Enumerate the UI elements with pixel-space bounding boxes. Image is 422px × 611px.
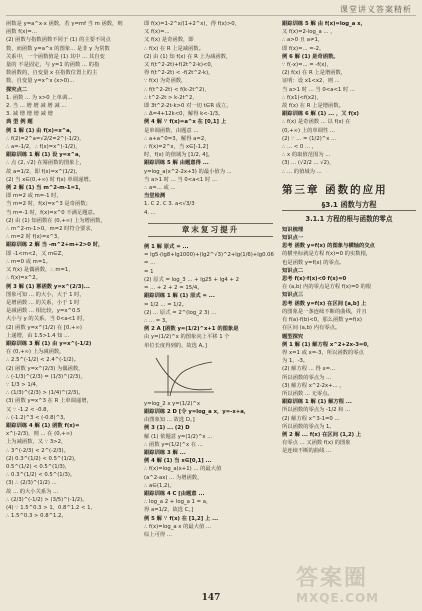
text-line: 所以函数 ... 无零点。: [282, 390, 333, 397]
text-line: 当 m=-1 时，f(x)=x^0 不满足题意。: [6, 209, 99, 216]
text-line: 得 f(t^2-2t) < -f(2t^2-k)，: [144, 70, 214, 77]
text-line: (2) 解方程 ... 得 x=...: [282, 366, 336, 373]
text-line: 2. 当 ... 增 增 减 增 减 ...: [6, 103, 67, 110]
text-line: 当 a>1 时 ... 当 0<a<1 时 ...: [144, 176, 217, 183]
text-line: ∵ f(-x)=... = -f(x)，: [282, 62, 332, 69]
text-line: ∴ 3^(-2/3) < 2^(-2/3)。: [6, 447, 69, 454]
text-line: 跟踪训练 5 解 由 f(x)=log_a x，: [282, 21, 366, 27]
text-line: 跟踪训练 3 解 (1) 由 y=x^(-1/2): [6, 340, 92, 347]
section-heading: §3.1 函数与方程: [282, 200, 416, 211]
text-line: ∴ f(x)=x^2。: [6, 275, 41, 282]
text-line: 1. C 2. C 3. a<√3/3: [144, 201, 195, 208]
text-line: ∴ x 的取值范围为 ...: [282, 152, 331, 159]
graph-exponential-curve: [156, 358, 212, 390]
column-1: [6, 20, 139, 585]
text-line: 当 a>1 时 ... 当 0<a<1 时 ...: [282, 86, 355, 93]
text-line: ∵ 1/3 > 1/4，: [6, 381, 42, 388]
text-line: 是增函数 ... 的关系，小于 1 时: [6, 299, 80, 306]
text-line: ∴ (-1/3)^(2/3) = (1/3)^(2/3)，: [6, 373, 86, 380]
column-2: [144, 20, 277, 585]
text-line: (2) 由 (1) 知函数在 (0,+∞) 上为增函数，: [6, 217, 106, 224]
text-line: ∴ (1/3)^(2/3) > (1/4)^(2/3)。: [6, 390, 84, 397]
text-line: ∴ m=2 时 f(x)=x^3，: [6, 234, 63, 241]
text-line: 例 1 解 (1) 由 f(x)=x^a，: [6, 127, 76, 134]
text-line: 所以函数的零点为 ...: [282, 374, 332, 381]
text-line: 探究点二: [6, 86, 28, 93]
text-line: (2) 函数 y=x^(2/3) 为偶函数，: [6, 365, 84, 372]
text-line: (2) 0.3^(1/2) < 0.5^(1/2)，: [6, 455, 80, 462]
text-line: 数，自变量 y=x^x (x>0)...: [6, 78, 75, 85]
text-line: 例 2 A [函数 y=(1/2)^x+1 的图象是: [144, 326, 239, 333]
column-3: [282, 20, 416, 585]
text-line: ∴ ... < 0 ... ，: [282, 144, 317, 151]
text-line: = 1: [144, 268, 154, 275]
text-line: 在区间 (a,b) 内有零点。: [282, 325, 341, 332]
text-line: 数函数的，自变量 x 在指数位置上的主: [6, 70, 98, 77]
watermark-cn: 答案圈: [296, 566, 369, 591]
text-line: 跟踪训练 1 解 (1) 原式 = ...: [144, 293, 215, 300]
text-line: 题型探究: [282, 333, 304, 340]
text-line: 典 型 例 题: [6, 119, 33, 126]
column-2-after-graph-text: [144, 408, 277, 539]
text-line: ∴ t^2-2t > k-2t^2，: [144, 94, 198, 101]
text-line: 由 y=(1/2)^x 的图象向上平移 1 个: [144, 334, 230, 341]
text-line: ∴ m=0 或 m=1。: [6, 258, 51, 265]
graph-log-curve: [170, 362, 212, 396]
text-line: 是减函数 ... 相比较，y=x^0.5: [6, 308, 81, 315]
text-line: 得 x=1 或 x=-3，所以函数的零点: [282, 349, 364, 356]
text-line: 跟踪训练 1 解 (1) 解方程 ...: [282, 399, 352, 406]
text-line: 是连续不断的曲线 ...: [282, 448, 332, 455]
text-line: 例 3 解 (1) 幂函数 y=x^(2/3)...: [6, 283, 90, 290]
text-line: 为 1，-3。: [282, 358, 309, 365]
text-line: 知识点一: [282, 235, 304, 242]
text-line: ∴ (-1.2)^3 < (-0.8)^3。: [6, 414, 69, 421]
text-line: (4) ∵ 1.5^0.3 > 1，0.8^1.2 < 1，: [6, 504, 96, 511]
text-line: 又 f(x)=2-log_a ... ，: [282, 29, 336, 36]
text-line: 有 f(a)·f(b)<0，那么函数 y=f(x): [282, 317, 362, 324]
text-line: 由图象知 ... 故选 D。]: [144, 417, 195, 424]
text-line: ∵ f(x) 为奇函数，: [144, 78, 187, 85]
text-line: 跟踪训练 5 解 由题意得 ...: [144, 160, 209, 167]
column-3-top-text: [282, 20, 416, 176]
text-line: 图象可知 ... 的大小，大于 1 时，: [6, 291, 85, 298]
text-line: ∴ f(t^2-2t) < f(k-2t^2)，: [144, 86, 210, 93]
subsection-heading: 3.1.1 方程的根与函数的零点: [305, 214, 393, 223]
text-line: 1. 函数 ... 为 x>0 上单调...: [6, 94, 73, 101]
text-line: (3) 解方程 x^2-2x+... ，: [282, 382, 345, 389]
text-line: ∴ a>0 且 a≠1，: [282, 37, 324, 44]
text-line: 函数是 y=a^x·x 函数，若 y=mf 当 m 函数，则: [6, 21, 123, 27]
text-line: 思考 f(x)·f(x)<0 f(x)=0: [282, 276, 347, 283]
text-line: 跟踪训练 1 解 (1) 设 y=x^a，: [6, 152, 84, 159]
text-line: ∴ a=... 或 ...: [144, 185, 176, 192]
text-line: 的图象是一条连续不断的曲线，并且: [282, 308, 367, 315]
text-line: 跟踪训练 4 C [由题意 ...: [144, 490, 205, 497]
text-line: ∴ Δ=4+12k<0，解得 k<-1/3。: [144, 111, 224, 118]
text-line: (3) ... (√2/2 ... √2)，: [282, 160, 335, 167]
text-line: (2) 原式 = log_3 ... + lg25 + lg4 + 2: [144, 276, 239, 283]
text-line: 跟踪训练 6 解 (1) ... ，又 f(x): [282, 111, 359, 118]
page-number: 147: [201, 593, 221, 603]
text-line: 3. 减 增 增 增 减 增: [6, 111, 53, 118]
text-line: (2) 当 x∈(0,+∞) 时 f(x) 单调递增。: [6, 176, 94, 183]
text-line: 时，f(x) 的值域为 [1/2, 4]。: [144, 152, 213, 159]
text-line: ∴ ... = 3。: [144, 317, 171, 324]
text-line: ∴ log_a 2 + log_a 1 = a，: [144, 499, 212, 506]
text-line: (0,+∞) 上的单调性 ...: [282, 127, 335, 134]
text-line: 是单调函数，由题意 ...: [144, 127, 199, 134]
text-line: ∴ (2/3)^(-1/2) > (3/5)^(-1/2)。: [6, 496, 88, 503]
text-line: 也是函数 y=f(x) 的零点。: [282, 259, 345, 266]
text-line: ∴ f(x1)<f(x2)，: [282, 94, 322, 101]
text-line: = ...: [144, 260, 156, 267]
text-line: 又 ∵ -1.2 < -0.8，: [6, 406, 52, 413]
text-line: (2) ... 原式 = 2^(log_2 3) ...: [144, 309, 217, 316]
text-line: 的横坐标就是方程 f(x)=0 的实数根，: [282, 251, 372, 258]
text-line: 在 (a,b) 内的零点是方程 f(x)=0 的根: [282, 284, 372, 291]
watermark-en: MXQE.COM: [296, 591, 380, 605]
text-line: 思考 函数 y=f(x) 在区间 [a,b] 上: [282, 300, 367, 307]
text-line: (2) 解方程 x^3-1=0 ...: [282, 415, 340, 422]
text-line: 例 2 解 ... f(x) 在区间 (1,2) 上: [282, 431, 362, 438]
text-line: 故 a=1/2，即 f(x)=x^(1/2)。: [6, 168, 81, 175]
text-line: 例 6 解 (1) 是奇函数。: [282, 53, 339, 60]
text-line: 即 f(x)=... =-2。: [282, 45, 325, 52]
text-line: ∴ 1.5^0.3 > 0.8^1.2。: [6, 513, 67, 520]
text-line: 即 f(x)=1-2^x/(1+2^x)，得 f(x)>0，: [144, 21, 240, 27]
text-line: ∴ a=-1/2，∴ f(x)=x^(-1/2)，: [6, 144, 81, 151]
text-line: (2) 函数与指数函数不同于 (1) 的主要不同点: [6, 37, 111, 44]
text-line: 上递增，由 1.5>1.4 知 ...: [6, 332, 70, 339]
text-line: 跟踪训练 2 D [令 y=log_a x，y=-x+a，: [144, 408, 250, 415]
text-line: ∴ 0.3^(1/2) < 0.5^(1/3)。: [6, 472, 76, 479]
text-line: (3) 函数 y=x^3 在 R 上单调递增，: [6, 398, 92, 405]
text-line: ∴ f(x) 在 R 上是减函数。: [144, 45, 204, 52]
text-line: 量的 不是固定，与 y=1 的函数 ... 的指: [6, 62, 100, 69]
text-line: 故 f(x) 在 R 上是增函数。: [282, 103, 344, 110]
text-line: 例 5 解 ∵ f(x) 在 [1,2] 上 ...: [144, 515, 219, 522]
text-line: 在 (0,+∞) 上为减函数，: [6, 349, 65, 356]
text-line: ∴ 函数 y=(1/2)^x 在 ...: [144, 441, 203, 448]
text-line: (2) 函数 y=x^(1/2) 在 [0,+∞): [6, 324, 82, 331]
text-line: ∴ f(x)=log_a(x+1) ... 的最大值: [144, 466, 222, 473]
text-line: (a^2-ax) ... 为增函数，: [144, 474, 203, 481]
text-line: 例 1 解 原式 = ...: [144, 244, 189, 251]
text-line: 综上可得 ...: [144, 531, 172, 538]
text-line: 又 f(x) 是奇函数，即: [144, 37, 194, 44]
text-line: x^(-2/3)，则 ... 在 (0,+∞): [6, 431, 73, 438]
text-line: 证明：设 x1<x2，则 ...: [282, 78, 340, 85]
text-line: 即 -1<m<2，又 m∈Z，: [6, 250, 67, 257]
text-line: 即 m=2 或 m=-1 时，: [6, 193, 62, 200]
text-line: ∴ a∈(1,2)。: [144, 482, 175, 489]
chapter-review-banner: 章末复习提升: [148, 223, 273, 237]
text-line: ∴ f(x)=log_a x 的最大值 ...: [144, 523, 212, 530]
text-line: 又 f(x) 是偶函数，∴ m=1，: [6, 267, 74, 274]
text-line: 单位长度得到的，故选 A。]: [144, 342, 207, 349]
text-line: 跟踪训练 2 解 当 -m^2+m+2>0 时，: [6, 242, 104, 249]
text-line: = 1/2 ... = 1/2。: [144, 301, 188, 308]
text-line: 0.5^(1/2) < 0.5^(1/3)，: [6, 463, 71, 470]
text-line: 数，而函数 y=a^x 的图象... 是非 y 为常数: [6, 45, 110, 52]
text-line: ∴ f(2)=2^a=√2/2=2^(-1/2)，: [6, 135, 85, 142]
column-2-top-text: [144, 20, 277, 217]
text-line: (3) ∴ (2/3)^(1/2) ...: [6, 480, 57, 487]
text-line: 关系中，一个函数值是 (1) 其中 ... 其自变: [6, 53, 105, 60]
column-2-bottom-text: [144, 243, 277, 350]
text-line: = ... + 2 + 2 = 15/4。: [144, 285, 203, 292]
text-line: 又 f(t^2-2t)+f(2t^2-k)<0，: [144, 62, 216, 69]
chapter-heading: 第三章 函数的应用: [282, 183, 388, 196]
text-line: ∴ ... 的值域为 ...: [282, 168, 322, 175]
column-3-bottom-text: [282, 226, 416, 456]
text-line: 所以函数的零点为 -1/2 和 ...: [282, 407, 351, 414]
text-line: 又 f(x)=...: [144, 29, 170, 36]
text-line: (2) f(x) 在 R 上是增函数，: [282, 70, 347, 77]
text-line: 函数 f(x)=...: [6, 29, 37, 36]
graph-caption: y=log_2 x y=(1/2)^x: [144, 400, 200, 407]
text-line: 知识点二: [282, 267, 304, 274]
text-line: 例 2 解 (1) 当 m^2-m-1=1，: [6, 185, 84, 192]
text-line: 例 3 (1) ... (2) D: [144, 425, 190, 432]
text-line: ∴ 点 (2, √2) 在幂函数的图象上，: [6, 160, 86, 167]
text-line: 知识点三: [282, 292, 304, 299]
text-line: 即 3t^2-2t-k>0 对一切 t∈R 成立，: [144, 103, 232, 110]
running-head: 课堂讲义答案精析: [340, 5, 412, 14]
watermark-logo: [296, 567, 414, 607]
text-line: 大小与 y 的关系，当 0<a<1 时，: [6, 316, 88, 323]
text-line: 知识梳理: [282, 226, 304, 233]
text-line: 所以函数的零点为 1。: [282, 423, 335, 430]
text-line: 当 m=2 时，f(x)=x^3 是奇函数；: [6, 201, 91, 208]
text-line: 得 a=1/2，故选 C。]: [144, 507, 194, 514]
text-line: ∴ m^2-m-1>0，m=2 时符合要求，: [6, 226, 96, 233]
header-rule: [6, 15, 416, 16]
text-line: 4. ...: [144, 209, 156, 216]
text-line: 例 1 解 (1) 解方程 x^2+2x-3=0，: [282, 341, 373, 348]
text-line: 解 (1) 依题意 y=(1/2)^x ...: [144, 433, 213, 440]
text-line: 有零点 ... 又函数 f(x) 的图象: [282, 440, 351, 447]
text-line: 故 ... 的大小关系为 ...: [6, 488, 59, 495]
text-line: 跟踪训练 4 解 (1) 函数 f(x)=: [6, 422, 80, 429]
text-line: 当堂检测: [144, 193, 166, 200]
text-line: 例 4 解 ∵ f(x)=a^x 在 [0,1] 上: [144, 119, 227, 126]
text-line: 例 4 解 (1) 当 x∈[0,1] ...: [144, 458, 212, 465]
text-line: y=log_a(x^2-2x+3) 的最小值为 ...: [144, 168, 232, 175]
text-line: ∴ 2.5^(-1/2) < 2.4^(-1/2)。: [6, 357, 80, 364]
text-line: 上为减函数，又 ∵ 3>2，: [6, 439, 67, 446]
text-line: ∴ f(x)=2^x，当 x∈[-1,2]: [144, 144, 209, 151]
text-line: 跟踪训练 3 解 ...: [144, 449, 186, 456]
text-line: (2) 由 (1) 知 f(x) 在 R 上为减函数，: [144, 53, 232, 60]
text-line: = lg5·(lg8+lg1000)+(lg2^√3)^2+lg(1/6)+lg0.06: [144, 252, 274, 259]
text-line: (2) ∵ ... = (1/2)^x ...: [282, 135, 337, 142]
text-line: ∴ a+a^0=3，解得 a=2，: [144, 135, 210, 142]
function-graph: [148, 352, 218, 398]
text-line: 思考 函数 y=f(x) 的图象与横轴的交点: [282, 243, 375, 250]
text-line: ∴ f(x) 是奇函数 ... 以 f(x) 在: [282, 119, 351, 126]
